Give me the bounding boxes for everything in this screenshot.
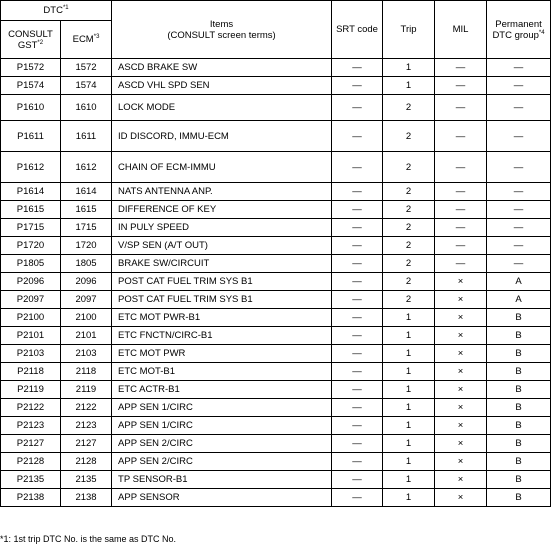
cell-item: LOCK MODE (112, 95, 332, 121)
cell-mil: × (435, 453, 487, 471)
cell-trip: 2 (383, 237, 435, 255)
cell-consult-gst: P1720 (1, 237, 61, 255)
cell-item: NATS ANTENNA ANP. (112, 183, 332, 201)
cell-permanent-dtc-group: — (487, 237, 551, 255)
cell-mil: — (435, 152, 487, 183)
cell-srt-code: — (332, 77, 383, 95)
cell-consult-gst: P2096 (1, 273, 61, 291)
cell-ecm: 2118 (61, 363, 112, 381)
cell-permanent-dtc-group: B (487, 471, 551, 489)
cell-srt-code: — (332, 255, 383, 273)
cell-mil: — (435, 219, 487, 237)
table-row (1, 399, 551, 417)
cell-srt-code: — (332, 381, 383, 399)
cell-mil: × (435, 489, 487, 507)
cell-trip: 2 (383, 183, 435, 201)
cell-trip: 1 (383, 417, 435, 435)
cell-consult-gst: P2127 (1, 435, 61, 453)
cell-consult-gst: P1610 (1, 95, 61, 121)
cell-consult-gst: P2138 (1, 489, 61, 507)
cell-item: POST CAT FUEL TRIM SYS B1 (112, 273, 332, 291)
table-row (1, 273, 551, 291)
cell-mil: × (435, 435, 487, 453)
cell-mil: — (435, 183, 487, 201)
table-row (1, 345, 551, 363)
cell-item: BRAKE SW/CIRCUIT (112, 255, 332, 273)
cell-srt-code: — (332, 152, 383, 183)
table-row (1, 453, 551, 471)
cell-item: ETC FNCTN/CIRC-B1 (112, 327, 332, 345)
cell-permanent-dtc-group: B (487, 309, 551, 327)
cell-srt-code: — (332, 327, 383, 345)
cell-ecm: 2135 (61, 471, 112, 489)
table-row (1, 183, 551, 201)
cell-consult-gst: P2135 (1, 471, 61, 489)
trip-header: Trip (383, 1, 435, 59)
cell-trip: 1 (383, 453, 435, 471)
consult-gst-header: CONSULT GST$^{*2}$ (1, 21, 61, 59)
table-row (1, 309, 551, 327)
cell-ecm: 2128 (61, 453, 112, 471)
cell-srt-code: — (332, 237, 383, 255)
cell-permanent-dtc-group: — (487, 59, 551, 77)
cell-trip: 2 (383, 273, 435, 291)
cell-srt-code: — (332, 183, 383, 201)
cell-trip: 1 (383, 59, 435, 77)
cell-permanent-dtc-group: B (487, 363, 551, 381)
cell-mil: × (435, 381, 487, 399)
cell-trip: 1 (383, 489, 435, 507)
cell-mil: — (435, 237, 487, 255)
ecm-header: ECM$^{*3}$ (61, 21, 112, 59)
cell-permanent-dtc-group: B (487, 453, 551, 471)
cell-trip: 1 (383, 345, 435, 363)
cell-srt-code: — (332, 363, 383, 381)
cell-consult-gst: P2097 (1, 291, 61, 309)
cell-trip: 1 (383, 471, 435, 489)
cell-trip: 2 (383, 291, 435, 309)
table-row (1, 59, 551, 77)
cell-permanent-dtc-group: — (487, 121, 551, 152)
dtc-header: DTC$^{*1}$ (1, 1, 112, 21)
cell-consult-gst: P1612 (1, 152, 61, 183)
cell-permanent-dtc-group: B (487, 489, 551, 507)
cell-consult-gst: P2100 (1, 309, 61, 327)
footnote: *1: 1st trip DTC No. is the same as DTC No. (0, 534, 177, 544)
cell-permanent-dtc-group: B (487, 381, 551, 399)
cell-srt-code: — (332, 121, 383, 152)
cell-trip: 1 (383, 77, 435, 95)
cell-mil: — (435, 201, 487, 219)
cell-mil: — (435, 59, 487, 77)
srt-code-header: SRT code (332, 1, 383, 59)
table-row (1, 327, 551, 345)
cell-consult-gst: P1805 (1, 255, 61, 273)
cell-trip: 2 (383, 219, 435, 237)
cell-trip: 2 (383, 201, 435, 219)
cell-trip: 1 (383, 327, 435, 345)
table-row (1, 255, 551, 273)
cell-ecm: 2097 (61, 291, 112, 309)
cell-srt-code: — (332, 309, 383, 327)
cell-mil: × (435, 345, 487, 363)
cell-srt-code: — (332, 453, 383, 471)
cell-ecm: 1610 (61, 95, 112, 121)
cell-srt-code: — (332, 95, 383, 121)
cell-consult-gst: P2122 (1, 399, 61, 417)
cell-permanent-dtc-group: — (487, 219, 551, 237)
cell-ecm: 2101 (61, 327, 112, 345)
cell-srt-code: — (332, 489, 383, 507)
cell-ecm: 1805 (61, 255, 112, 273)
cell-permanent-dtc-group: B (487, 417, 551, 435)
cell-ecm: 2100 (61, 309, 112, 327)
table-row (1, 435, 551, 453)
cell-trip: 2 (383, 255, 435, 273)
items-header: Items (CONSULT screen terms) (112, 1, 332, 59)
cell-ecm: 2119 (61, 381, 112, 399)
cell-item: APP SEN 2/CIRC (112, 435, 332, 453)
cell-mil: × (435, 291, 487, 309)
cell-permanent-dtc-group: — (487, 255, 551, 273)
cell-srt-code: — (332, 471, 383, 489)
cell-consult-gst: P1614 (1, 183, 61, 201)
table-row (1, 471, 551, 489)
cell-mil: — (435, 95, 487, 121)
cell-item: POST CAT FUEL TRIM SYS B1 (112, 291, 332, 309)
cell-srt-code: — (332, 345, 383, 363)
cell-srt-code: — (332, 399, 383, 417)
cell-item: APP SEN 1/CIRC (112, 417, 332, 435)
table-row (1, 121, 551, 152)
cell-ecm: 2096 (61, 273, 112, 291)
cell-permanent-dtc-group: A (487, 273, 551, 291)
cell-consult-gst: P2103 (1, 345, 61, 363)
cell-ecm: 1720 (61, 237, 112, 255)
cell-permanent-dtc-group: — (487, 201, 551, 219)
table-row (1, 95, 551, 121)
table-row (1, 237, 551, 255)
cell-item: ID DISCORD, IMMU-ECM (112, 121, 332, 152)
cell-consult-gst: P2128 (1, 453, 61, 471)
cell-ecm: 2122 (61, 399, 112, 417)
cell-trip: 1 (383, 399, 435, 417)
header-row-1 (1, 1, 551, 21)
cell-ecm: 1612 (61, 152, 112, 183)
table-row (1, 417, 551, 435)
cell-consult-gst: P2123 (1, 417, 61, 435)
cell-ecm: 1614 (61, 183, 112, 201)
cell-permanent-dtc-group: — (487, 152, 551, 183)
cell-item: APP SEN 1/CIRC (112, 399, 332, 417)
cell-trip: 1 (383, 435, 435, 453)
cell-mil: × (435, 399, 487, 417)
cell-ecm: 2103 (61, 345, 112, 363)
cell-ecm: 1615 (61, 201, 112, 219)
cell-srt-code: — (332, 273, 383, 291)
table-row (1, 291, 551, 309)
cell-srt-code: — (332, 417, 383, 435)
cell-permanent-dtc-group: — (487, 77, 551, 95)
cell-item: APP SENSOR (112, 489, 332, 507)
cell-mil: × (435, 309, 487, 327)
cell-item: ASCD BRAKE SW (112, 59, 332, 77)
cell-consult-gst: P2101 (1, 327, 61, 345)
cell-permanent-dtc-group: A (487, 291, 551, 309)
table-row (1, 152, 551, 183)
table-row (1, 77, 551, 95)
cell-consult-gst: P1572 (1, 59, 61, 77)
cell-mil: × (435, 471, 487, 489)
cell-item: V/SP SEN (A/T OUT) (112, 237, 332, 255)
cell-mil: × (435, 417, 487, 435)
cell-mil: × (435, 327, 487, 345)
cell-permanent-dtc-group: B (487, 435, 551, 453)
cell-consult-gst: P2119 (1, 381, 61, 399)
cell-permanent-dtc-group: — (487, 95, 551, 121)
cell-item: CHAIN OF ECM-IMMU (112, 152, 332, 183)
cell-srt-code: — (332, 219, 383, 237)
cell-mil: × (435, 363, 487, 381)
cell-trip: 2 (383, 152, 435, 183)
cell-item: ETC MOT PWR (112, 345, 332, 363)
cell-item: ETC MOT PWR-B1 (112, 309, 332, 327)
table-row (1, 363, 551, 381)
cell-consult-gst: P1574 (1, 77, 61, 95)
cell-trip: 2 (383, 95, 435, 121)
cell-item: DIFFERENCE OF KEY (112, 201, 332, 219)
cell-trip: 1 (383, 363, 435, 381)
cell-mil: — (435, 77, 487, 95)
cell-item: IN PULY SPEED (112, 219, 332, 237)
cell-permanent-dtc-group: — (487, 183, 551, 201)
cell-trip: 1 (383, 309, 435, 327)
cell-srt-code: — (332, 59, 383, 77)
cell-item: TP SENSOR-B1 (112, 471, 332, 489)
cell-permanent-dtc-group: B (487, 327, 551, 345)
cell-consult-gst: P1715 (1, 219, 61, 237)
cell-item: APP SEN 2/CIRC (112, 453, 332, 471)
cell-permanent-dtc-group: B (487, 399, 551, 417)
cell-srt-code: — (332, 435, 383, 453)
cell-consult-gst: P2118 (1, 363, 61, 381)
cell-srt-code: — (332, 291, 383, 309)
mil-header: MIL (435, 1, 487, 59)
table-row (1, 489, 551, 507)
cell-ecm: 2127 (61, 435, 112, 453)
table-row (1, 201, 551, 219)
cell-mil: — (435, 121, 487, 152)
cell-item: ETC ACTR-B1 (112, 381, 332, 399)
table-row (1, 219, 551, 237)
cell-srt-code: — (332, 201, 383, 219)
permanent-dtc-group-header: Permanent DTC group$^{*4}$ (487, 1, 551, 59)
table-row (1, 381, 551, 399)
cell-permanent-dtc-group: B (487, 345, 551, 363)
cell-consult-gst: P1611 (1, 121, 61, 152)
cell-ecm: 1611 (61, 121, 112, 152)
cell-item: ETC MOT-B1 (112, 363, 332, 381)
cell-trip: 1 (383, 381, 435, 399)
cell-ecm: 2123 (61, 417, 112, 435)
cell-mil: × (435, 273, 487, 291)
cell-ecm: 1574 (61, 77, 112, 95)
cell-trip: 2 (383, 121, 435, 152)
cell-item: ASCD VHL SPD SEN (112, 77, 332, 95)
cell-ecm: 2138 (61, 489, 112, 507)
cell-ecm: 1572 (61, 59, 112, 77)
dtc-table-body (1, 59, 551, 507)
cell-mil: — (435, 255, 487, 273)
cell-consult-gst: P1615 (1, 201, 61, 219)
cell-ecm: 1715 (61, 219, 112, 237)
